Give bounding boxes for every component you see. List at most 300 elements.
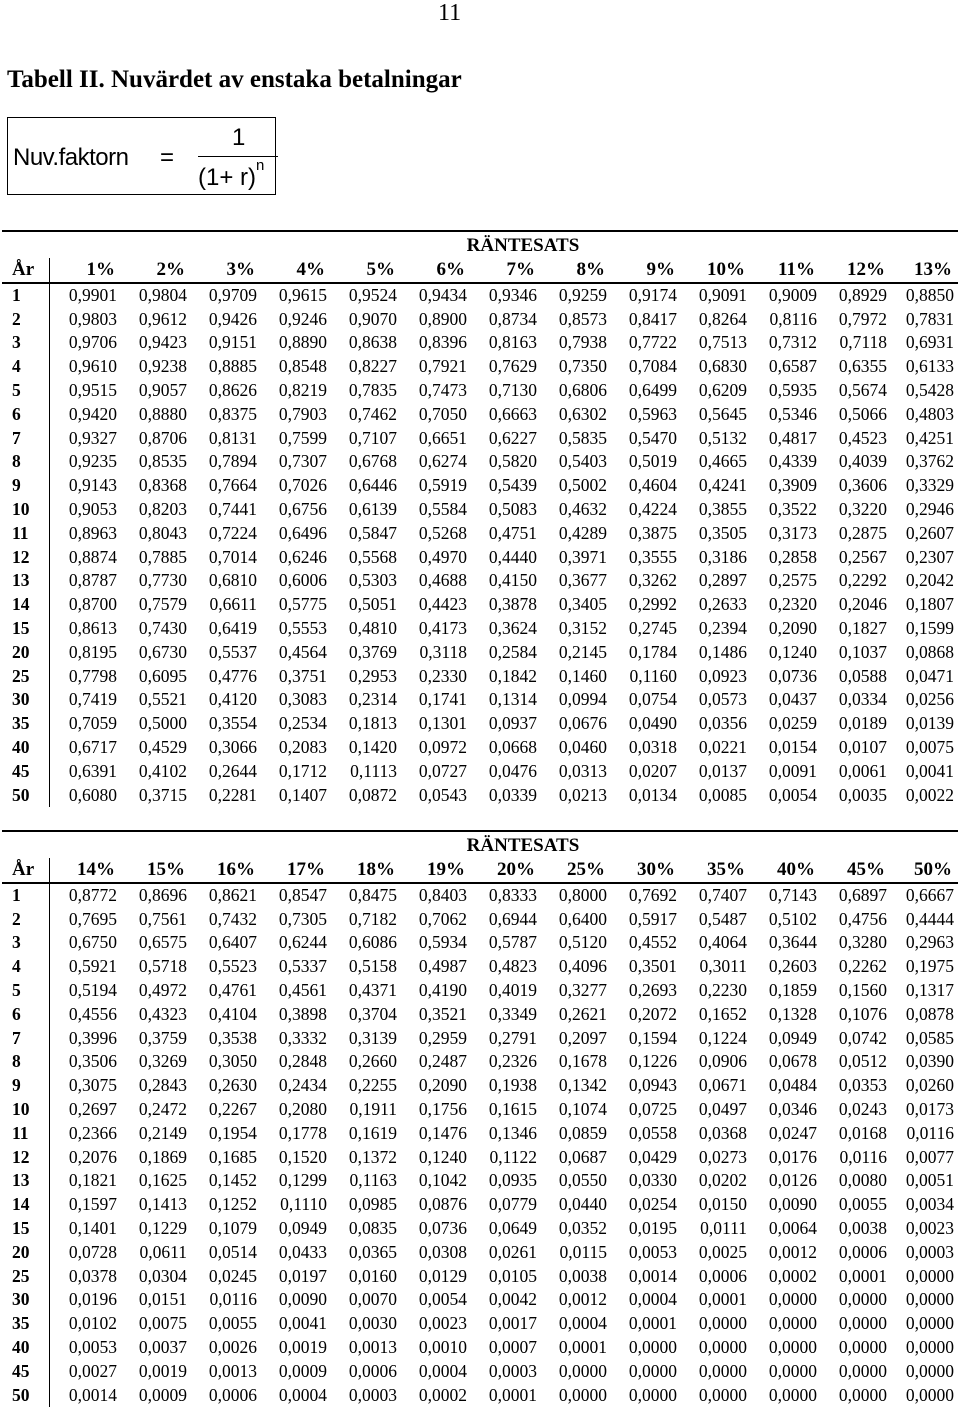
factor-cell: 0,0906: [698, 1051, 747, 1072]
factor-cell: 0,1346: [488, 1122, 537, 1143]
factor-cell: 0,0035: [838, 784, 887, 805]
table-row: [2, 1122, 958, 1146]
factor-cell: 0,3280: [838, 932, 887, 953]
factor-cell: 0,1619: [348, 1122, 397, 1143]
table-row: [2, 450, 958, 474]
factor-cell: 0,0727: [418, 760, 467, 781]
factor-cell: 0,0195: [628, 1217, 677, 1238]
factor-cell: 0,4632: [558, 498, 607, 519]
factor-cell: 0,5847: [348, 522, 397, 543]
table-2-section: [2, 830, 958, 1407]
year-cell: 3: [2, 331, 49, 355]
factor-cell: 0,2630: [208, 1075, 257, 1096]
factor-cell: 0,0023: [905, 1217, 954, 1238]
rate-column-header: 7%: [506, 259, 535, 280]
factor-cell: 0,4751: [488, 522, 537, 543]
factor-cell: 0,0353: [838, 1075, 887, 1096]
factor-cell: 0,3878: [488, 594, 537, 615]
factor-cell: 0,0019: [278, 1336, 327, 1357]
factor-cell: 0,3405: [558, 594, 607, 615]
factor-cell: 0,5921: [68, 956, 117, 977]
factor-cell: 0,0154: [768, 736, 817, 757]
year-cell: 11: [2, 522, 49, 546]
factor-cell: 0,4523: [838, 427, 887, 448]
year-cell: 12: [2, 1146, 49, 1170]
factor-cell: 0,7831: [905, 308, 954, 329]
factor-cell: 0,0041: [278, 1313, 327, 1334]
factor-cell: 0,2534: [278, 713, 327, 734]
factor-cell: 0,1160: [629, 665, 677, 686]
factor-cell: 0,3996: [68, 1027, 117, 1048]
year-cell: 12: [2, 546, 49, 570]
factor-cell: 0,0042: [488, 1289, 537, 1310]
factor-cell: 0,8131: [208, 427, 257, 448]
factor-cell: 0,7059: [68, 713, 117, 734]
factor-cell: 0,8696: [138, 884, 187, 905]
factor-cell: 0,3606: [838, 475, 887, 496]
factor-cell: 0,1372: [348, 1146, 397, 1167]
factor-cell: 0,3704: [348, 1003, 397, 1024]
year-column-header: År: [2, 858, 49, 883]
factor-cell: 0,0876: [418, 1194, 467, 1215]
factor-cell: 0,1520: [278, 1146, 327, 1167]
factor-cell: 0,0090: [278, 1289, 327, 1310]
table-row: [2, 1193, 958, 1217]
factor-cell: 0,5935: [768, 379, 817, 400]
table-row: [2, 1027, 958, 1051]
factor-cell: 0,8963: [68, 522, 117, 543]
factor-cell: 0,2621: [558, 1003, 607, 1024]
year-cell: 2: [2, 908, 49, 932]
rate-column-header: 15%: [147, 859, 185, 880]
factor-cell: 0,4096: [558, 956, 607, 977]
factor-cell: 0,0308: [418, 1241, 467, 1262]
table-row: [2, 283, 958, 308]
table-1-body: [2, 283, 958, 808]
factor-cell: 0,0676: [558, 713, 607, 734]
factor-cell: 0,5102: [768, 908, 817, 929]
table-row: [2, 474, 958, 498]
factor-cell: 0,5403: [558, 451, 607, 472]
factor-cell: 0,5645: [698, 403, 747, 424]
factor-cell: 0,0196: [68, 1289, 117, 1310]
factor-cell: 0,8734: [488, 308, 537, 329]
factor-cell: 0,0054: [418, 1289, 467, 1310]
factor-cell: 0,5439: [488, 475, 537, 496]
factor-cell: 0,0260: [905, 1075, 954, 1096]
factor-cell: 0,1778: [278, 1122, 327, 1143]
factor-cell: 0,6830: [698, 356, 747, 377]
factor-cell: 0,4039: [838, 451, 887, 472]
factor-cell: 0,3118: [419, 641, 467, 662]
factor-cell: 0,0330: [628, 1170, 677, 1191]
factor-cell: 0,0000: [698, 1313, 747, 1334]
factor-cell: 0,3875: [628, 522, 677, 543]
factor-cell: 0,9709: [208, 284, 257, 305]
factor-cell: 0,0346: [768, 1098, 817, 1119]
factor-cell: 0,7143: [768, 884, 817, 905]
factor-cell: 0,0000: [768, 1313, 817, 1334]
factor-cell: 0,1079: [208, 1217, 257, 1238]
factor-cell: 0,0671: [698, 1075, 747, 1096]
factor-cell: 0,0000: [628, 1360, 677, 1381]
factor-cell: 0,5820: [488, 451, 537, 472]
factor-cell: 0,7432: [208, 908, 257, 929]
factor-cell: 0,8000: [558, 884, 607, 905]
factor-cell: 0,0247: [768, 1122, 817, 1143]
factor-cell: 0,2255: [348, 1075, 397, 1096]
factor-cell: 0,1460: [558, 665, 607, 686]
factor-cell: 0,0304: [138, 1265, 187, 1286]
factor-cell: 0,0490: [628, 713, 677, 734]
year-column-header: År: [2, 258, 49, 283]
factor-cell: 0,7419: [68, 689, 117, 710]
factor-cell: 0,3011: [699, 956, 747, 977]
factor-cell: 0,6810: [208, 570, 257, 591]
formula-fraction-bar: [198, 156, 278, 157]
factor-cell: 0,0558: [628, 1122, 677, 1143]
factor-cell: 0,0129: [418, 1265, 467, 1286]
factor-cell: 0,0000: [628, 1384, 677, 1405]
factor-cell: 0,5919: [418, 475, 467, 496]
factor-cell: 0,0742: [838, 1027, 887, 1048]
factor-cell: 0,5835: [558, 427, 607, 448]
factor-cell: 0,0105: [488, 1265, 537, 1286]
factor-cell: 0,0476: [488, 760, 537, 781]
table-1-header-row: [2, 258, 958, 283]
factor-cell: 0,2848: [278, 1051, 327, 1072]
factor-cell: 0,0041: [905, 760, 954, 781]
factor-cell: 0,8333: [488, 884, 537, 905]
factor-cell: 0,1486: [698, 641, 747, 662]
factor-cell: 0,8548: [278, 356, 327, 377]
factor-cell: 0,4064: [698, 932, 747, 953]
factor-cell: 0,0055: [838, 1194, 887, 1215]
table-row: [2, 1074, 958, 1098]
factor-cell: 0,3262: [628, 570, 677, 591]
factor-cell: 0,0949: [768, 1027, 817, 1048]
factor-cell: 0,0779: [488, 1194, 537, 1215]
factor-cell: 0,1163: [349, 1170, 397, 1191]
table-row: [2, 522, 958, 546]
factor-cell: 0,5132: [698, 427, 747, 448]
factor-cell: 0,0000: [768, 1336, 817, 1357]
factor-cell: 0,7629: [488, 356, 537, 377]
factor-cell: 0,7118: [839, 332, 887, 353]
factor-cell: 0,0433: [278, 1241, 327, 1262]
factor-cell: 0,4803: [905, 403, 954, 424]
factor-cell: 0,7062: [418, 908, 467, 929]
factor-cell: 0,2607: [905, 522, 954, 543]
page-number: 11: [438, 0, 462, 26]
factor-cell: 0,9174: [628, 284, 677, 305]
factor-cell: 0,5346: [768, 403, 817, 424]
factor-cell: 0,1252: [208, 1194, 257, 1215]
factor-cell: 0,0139: [905, 713, 954, 734]
factor-cell: 0,0075: [905, 736, 954, 757]
factor-cell: 0,0437: [768, 689, 817, 710]
factor-cell: 0,3505: [698, 522, 747, 543]
factor-cell: 0,0014: [628, 1265, 677, 1286]
factor-cell: 0,0115: [559, 1241, 607, 1262]
factor-cell: 0,0160: [348, 1265, 397, 1286]
factor-cell: 0,9057: [138, 379, 187, 400]
factor-cell: 0,0000: [768, 1360, 817, 1381]
factor-cell: 0,0077: [905, 1146, 954, 1167]
factor-cell: 0,6355: [838, 356, 887, 377]
table-row: [2, 403, 958, 427]
factor-cell: 0,6496: [278, 522, 327, 543]
factor-cell: 0,8396: [418, 332, 467, 353]
year-cell: 8: [2, 450, 49, 474]
factor-cell: 0,0585: [905, 1027, 954, 1048]
factor-cell: 0,7305: [278, 908, 327, 929]
factor-cell: 0,0484: [768, 1075, 817, 1096]
year-cell: 9: [2, 1074, 49, 1098]
factor-cell: 0,8929: [838, 284, 887, 305]
factor-cell: 0,7695: [68, 908, 117, 929]
factor-cell: 0,0013: [208, 1360, 257, 1381]
factor-cell: 0,4817: [768, 427, 817, 448]
factor-cell: 0,4561: [278, 979, 327, 1000]
factor-cell: 0,3555: [628, 546, 677, 567]
factor-cell: 0,2791: [488, 1027, 537, 1048]
table-row: [2, 331, 958, 355]
factor-cell: 0,3762: [905, 451, 954, 472]
factor-cell: 0,6246: [278, 546, 327, 567]
factor-cell: 0,7561: [138, 908, 187, 929]
factor-cell: 0,0000: [905, 1289, 954, 1310]
factor-cell: 0,6663: [488, 403, 537, 424]
factor-cell: 0,2963: [905, 932, 954, 953]
year-cell: 5: [2, 379, 49, 403]
factor-cell: 0,0010: [418, 1336, 467, 1357]
rate-column-header: 14%: [77, 859, 115, 880]
factor-cell: 0,0994: [558, 689, 607, 710]
factor-cell: 0,7130: [488, 379, 537, 400]
factor-cell: 0,5775: [278, 594, 327, 615]
table-1-section: [2, 230, 958, 807]
factor-cell: 0,9524: [348, 284, 397, 305]
year-cell: 45: [2, 1360, 49, 1384]
factor-cell: 0,8535: [138, 451, 187, 472]
factor-cell: 0,2097: [558, 1027, 607, 1048]
factor-cell: 0,1476: [418, 1122, 467, 1143]
rate-column-header: 6%: [436, 259, 465, 280]
factor-cell: 0,2330: [418, 665, 467, 686]
factor-cell: 0,3644: [768, 932, 817, 953]
factor-cell: 0,8403: [418, 884, 467, 905]
factor-cell: 0,2090: [768, 617, 817, 638]
factor-cell: 0,4150: [488, 570, 537, 591]
year-cell: 7: [2, 427, 49, 451]
table-row: [2, 979, 958, 1003]
factor-cell: 0,7664: [208, 475, 257, 496]
factor-cell: 0,8475: [348, 884, 397, 905]
factor-cell: 0,0012: [558, 1289, 607, 1310]
factor-cell: 0,0736: [418, 1217, 467, 1238]
factor-cell: 0,0053: [68, 1336, 117, 1357]
factor-cell: 0,8850: [905, 284, 954, 305]
year-cell: 50: [2, 1384, 49, 1408]
factor-cell: 0,7579: [138, 594, 187, 615]
factor-cell: 0,0027: [68, 1360, 117, 1381]
table-2-header-row: [2, 858, 958, 883]
factor-cell: 0,0254: [628, 1194, 677, 1215]
table-row: [2, 712, 958, 736]
factor-cell: 0,3909: [768, 475, 817, 496]
factor-cell: 0,1240: [418, 1146, 467, 1167]
factor-cell: 0,0176: [768, 1146, 817, 1167]
factor-cell: 0,3173: [768, 522, 817, 543]
rate-column-header: 10%: [707, 259, 745, 280]
factor-cell: 0,7513: [698, 332, 747, 353]
factor-cell: 0,2487: [418, 1051, 467, 1072]
factor-cell: 0,7722: [628, 332, 677, 353]
factor-cell: 0,0243: [838, 1098, 887, 1119]
table-row: [2, 1050, 958, 1074]
factor-cell: 0,6407: [208, 932, 257, 953]
factor-cell: 0,6499: [628, 379, 677, 400]
factor-cell: 0,0001: [698, 1289, 747, 1310]
factor-cell: 0,5019: [628, 451, 677, 472]
table-row: [2, 883, 958, 908]
rate-column-header: 25%: [567, 859, 605, 880]
factor-cell: 0,0835: [348, 1217, 397, 1238]
factor-cell: 0,8116: [769, 308, 817, 329]
formula-exponent: n: [256, 157, 265, 174]
factor-cell: 0,5917: [628, 908, 677, 929]
year-cell: 45: [2, 760, 49, 784]
factor-cell: 0,5051: [348, 594, 397, 615]
factor-cell: 0,1328: [768, 1003, 817, 1024]
factor-cell: 0,2843: [138, 1075, 187, 1096]
factor-cell: 0,4756: [838, 908, 887, 929]
factor-cell: 0,0245: [208, 1265, 257, 1286]
factor-cell: 0,4665: [698, 451, 747, 472]
factor-cell: 0,3624: [488, 617, 537, 638]
year-cell: 14: [2, 593, 49, 617]
factor-cell: 0,2230: [698, 979, 747, 1000]
table-row: [2, 784, 958, 808]
factor-cell: 0,0512: [838, 1051, 887, 1072]
factor-cell: 0,4104: [208, 1003, 257, 1024]
factor-cell: 0,2042: [905, 570, 954, 591]
factor-cell: 0,7407: [698, 884, 747, 905]
rate-column-header: 1%: [86, 259, 115, 280]
factor-cell: 0,0022: [905, 784, 954, 805]
factor-cell: 0,1821: [68, 1170, 117, 1191]
factor-cell: 0,8547: [278, 884, 327, 905]
factor-cell: 0,1240: [768, 641, 817, 662]
factor-cell: 0,0514: [208, 1241, 257, 1262]
factor-cell: 0,3554: [208, 713, 257, 734]
factor-cell: 0,1756: [418, 1098, 467, 1119]
factor-cell: 0,0004: [418, 1360, 467, 1381]
year-cell: 6: [2, 403, 49, 427]
factor-cell: 0,3083: [278, 689, 327, 710]
factor-cell: 0,4423: [418, 594, 467, 615]
factor-cell: 0,0943: [628, 1075, 677, 1096]
table-row: [2, 1241, 958, 1265]
factor-cell: 0,4972: [138, 979, 187, 1000]
factor-cell: 0,8772: [68, 884, 117, 905]
factor-cell: 0,6944: [488, 908, 537, 929]
factor-cell: 0,8375: [208, 403, 257, 424]
factor-cell: 0,1827: [838, 617, 887, 638]
factor-cell: 0,3506: [68, 1051, 117, 1072]
factor-cell: 0,5428: [905, 379, 954, 400]
factor-cell: 0,0213: [558, 784, 607, 805]
factor-cell: 0,0935: [488, 1170, 537, 1191]
factor-cell: 0,7350: [558, 356, 607, 377]
year-cell: 1: [2, 883, 49, 908]
table-row: [2, 427, 958, 451]
factor-cell: 0,0334: [838, 689, 887, 710]
factor-cell: 0,8573: [558, 308, 607, 329]
factor-cell: 0,2434: [278, 1075, 327, 1096]
factor-cell: 0,0390: [905, 1051, 954, 1072]
factor-cell: 0,5194: [68, 979, 117, 1000]
table-row: [2, 760, 958, 784]
factor-cell: 0,0573: [698, 689, 747, 710]
year-cell: 25: [2, 1265, 49, 1289]
factor-cell: 0,3538: [208, 1027, 257, 1048]
factor-cell: 0,5337: [278, 956, 327, 977]
factor-cell: 0,2693: [628, 979, 677, 1000]
factor-cell: 0,4120: [208, 689, 257, 710]
factor-cell: 0,1420: [348, 736, 397, 757]
factor-cell: 0,7307: [278, 451, 327, 472]
factor-cell: 0,0000: [558, 1384, 607, 1405]
factor-cell: 0,8626: [208, 379, 257, 400]
factor-cell: 0,8706: [138, 427, 187, 448]
year-cell: 50: [2, 784, 49, 808]
factor-cell: 0,1625: [138, 1170, 187, 1191]
factor-cell: 0,9706: [68, 332, 117, 353]
factor-cell: 0,0878: [905, 1003, 954, 1024]
factor-cell: 0,5083: [488, 498, 537, 519]
factor-cell: 0,4604: [628, 475, 677, 496]
factor-cell: 0,1911: [349, 1098, 397, 1119]
factor-cell: 0,5787: [488, 932, 537, 953]
factor-cell: 0,0090: [768, 1194, 817, 1215]
factor-cell: 0,9426: [208, 308, 257, 329]
factor-cell: 0,0064: [768, 1217, 817, 1238]
factor-cell: 0,1975: [905, 956, 954, 977]
factor-cell: 0,3677: [558, 570, 607, 591]
factor-cell: 0,2959: [418, 1027, 467, 1048]
factor-cell: 0,6611: [209, 594, 257, 615]
factor-cell: 0,2292: [838, 570, 887, 591]
table-row: [2, 355, 958, 379]
factor-cell: 0,1842: [488, 665, 537, 686]
factor-cell: 0,2262: [838, 956, 887, 977]
factor-cell: 0,2281: [208, 784, 257, 805]
factor-cell: 0,4776: [208, 665, 257, 686]
factor-cell: 0,4224: [628, 498, 677, 519]
factor-cell: 0,2267: [208, 1098, 257, 1119]
factor-cell: 0,4251: [905, 427, 954, 448]
year-cell: 4: [2, 355, 49, 379]
factor-cell: 0,5268: [418, 522, 467, 543]
factor-cell: 0,5120: [558, 932, 607, 953]
factor-cell: 0,4970: [418, 546, 467, 567]
factor-cell: 0,4552: [628, 932, 677, 953]
factor-cell: 0,8638: [348, 332, 397, 353]
factor-cell: 0,1401: [68, 1217, 117, 1238]
factor-cell: 0,5718: [138, 956, 187, 977]
